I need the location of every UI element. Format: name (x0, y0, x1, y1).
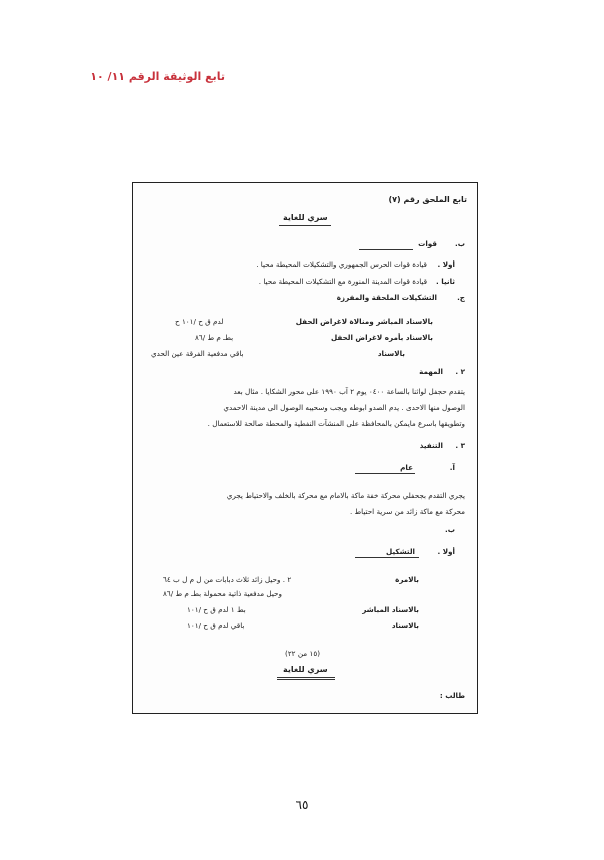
support-1-value: لدم ق ح /١٠١ ح (175, 317, 224, 326)
support-2-value: بطـ م ط /٨٦ (195, 333, 234, 342)
section-b-title: قوات (418, 239, 437, 248)
sub-b-item-underline (355, 557, 419, 558)
section-2-title: المهمة (419, 367, 443, 376)
continuation-label: تابع الوثيقة الرقم ١١/ ١٠ (90, 70, 225, 83)
mission-line-3: وتطويقها باسرع مايمكن بالمحافظة على المنشآت النفطية والمحطة صالحة للاستعمال . (207, 419, 465, 428)
mission-line-1: يتقدم حجفل لواثنا بالساعة ٠٤٠٠ يوم ٢ آب ١٩٩٠ على محور الشكايا . مثال بعد (233, 387, 465, 396)
front-label: بالامرة (395, 575, 419, 584)
sub-a-label: آ. (449, 463, 455, 472)
general-line-2: محركة مع ماكة زائد من سرية احتياط . (349, 507, 465, 516)
item-1-text: قيادة قوات الحرس الجمهوري والتشكيلات المحيطة محيا . (256, 260, 427, 269)
sub-a-title: عام (400, 463, 413, 472)
classification-top: سري للغاية (283, 213, 328, 222)
sub-b-item-title: التشكيل (386, 547, 415, 556)
section-b-underline (359, 249, 413, 250)
sub-a-underline (355, 473, 415, 474)
support-3-label: بالاسناد (377, 349, 405, 358)
section-2-num: ٢ . (455, 367, 465, 376)
item-1-label: أولا . (437, 260, 455, 269)
page-number: ٦٥ (295, 798, 309, 812)
section-c-label: ج. (457, 293, 465, 302)
direct-support-value: بط ١ لدم ق ح /١٠١ (187, 605, 246, 614)
section-c-title: التشكيلات الملحقة والمفرزة (336, 293, 437, 302)
front-value-2: وحيل مدفعية ذاتية محمولة بطـ م ط /٨٦ (163, 589, 282, 598)
signature-label: طالب : (439, 691, 465, 700)
item-2-label: ثانيا . (436, 277, 455, 286)
general-support-value: باقي لدم ق ح /١٠١ (187, 621, 245, 630)
section-b-label: ب. (455, 239, 465, 248)
item-2-text: قيادة قوات المدينة المنورة مع التشكيلات المحيطة محيا . (258, 277, 427, 286)
direct-support-label: بالاسناد المباشر (362, 605, 419, 614)
support-2-label: بالاسناد بأمره لاغراض الحفل (330, 333, 433, 342)
appendix-heading: تابع الملحق رقم (٧) (388, 195, 467, 204)
sub-b-label: ب. (445, 525, 455, 534)
classification-bottom-underline (277, 677, 335, 680)
classification-bottom: سري للغاية (283, 665, 328, 674)
classification-top-underline (279, 225, 331, 226)
section-3-num: ٣ . (455, 441, 465, 450)
support-1-label: بالاسناد المباشر ومنالاة لاغراض الحفل (295, 317, 433, 326)
general-support-label: بالاسناد (391, 621, 419, 630)
general-line-1: يجري التقدم بجحفلي محركة خفة ماكة بالامام مع محركة بالخلف والاحتياط يجري (226, 491, 465, 500)
front-value-1: ٢ . وحيل زائد ثلاث دبابات من ل م ل ب ٦٤ (163, 575, 292, 584)
sub-b-item-label: أولا . (437, 547, 455, 556)
mission-line-2: الوصول منها الاحدى . يدم الصدو ابوطه ويجب وسحيبه الوصول الى مدينة الاحمدي (223, 403, 465, 412)
support-3-value: باقي مدفعية الفرقة عين الحدي (151, 349, 244, 358)
page-reference: (١٥ من ٢٢) (285, 649, 320, 658)
section-3-title: التنفيذ (419, 441, 443, 450)
scanned-document (132, 182, 478, 714)
